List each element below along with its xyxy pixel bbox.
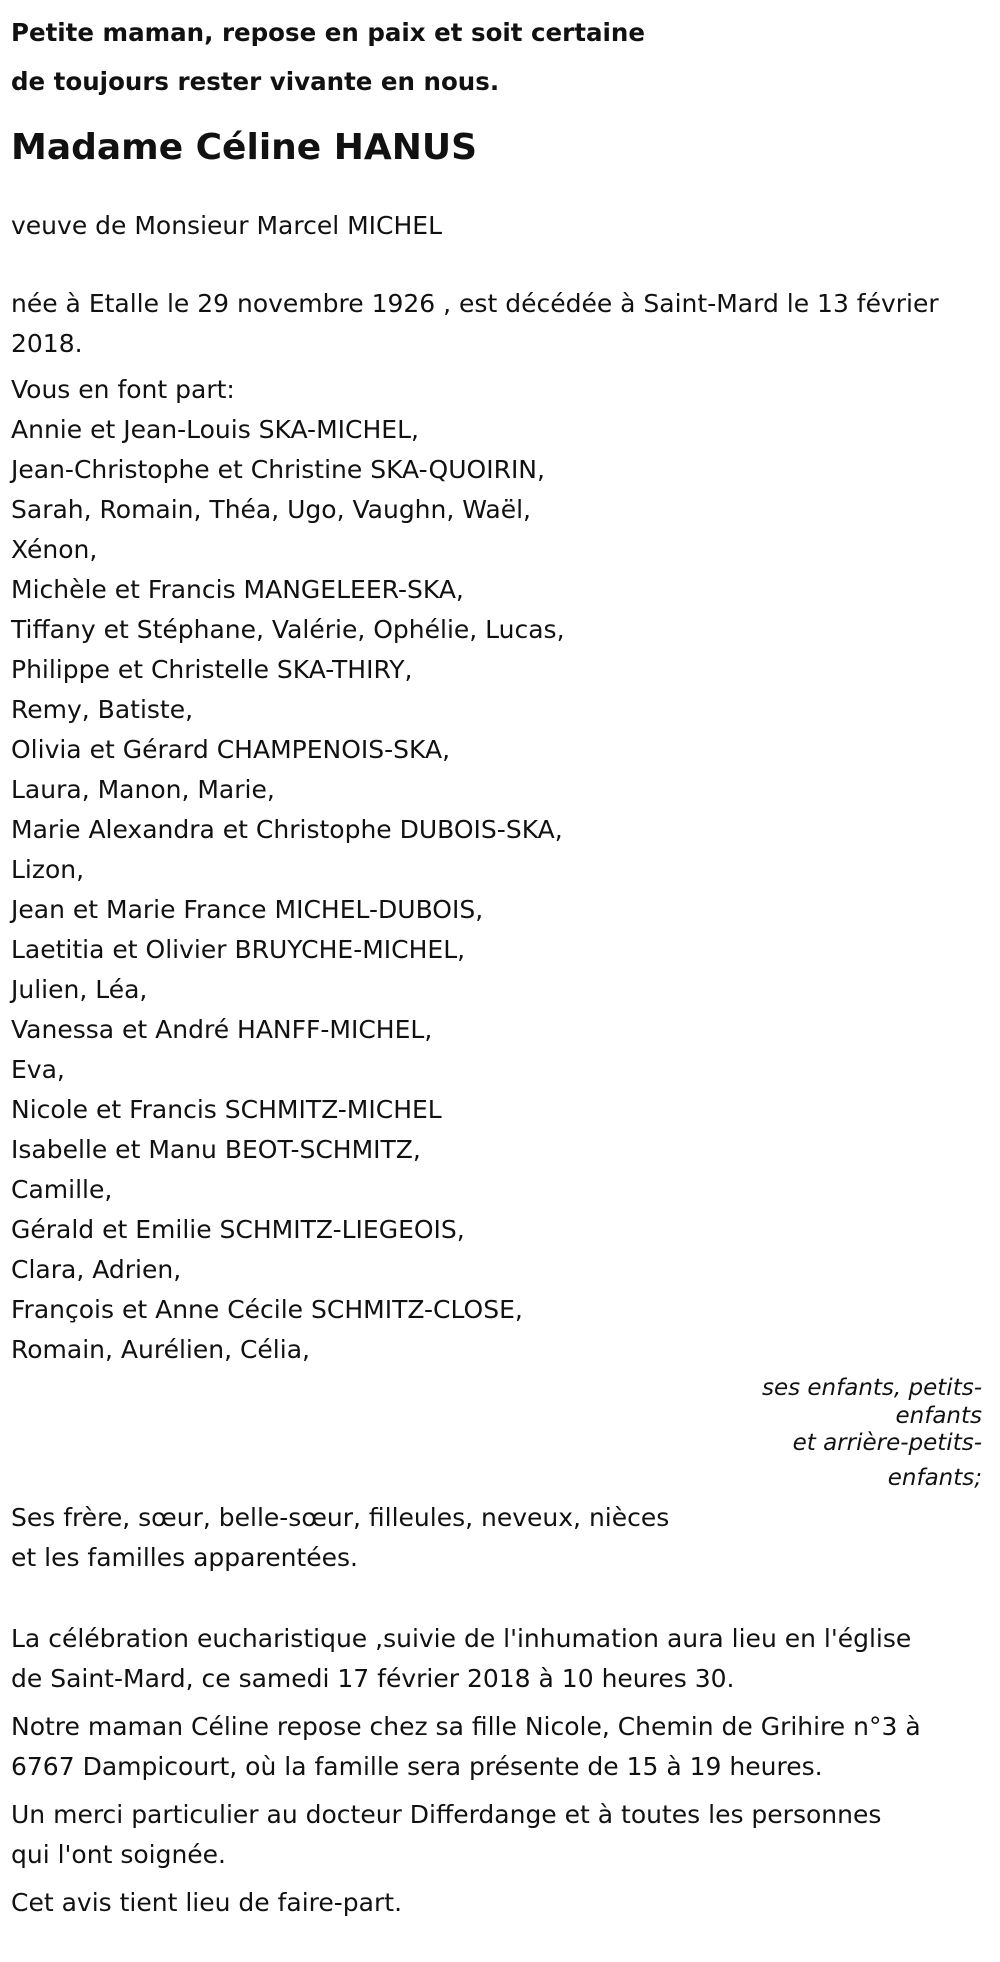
family-member: Clara, Adrien, [11, 1255, 182, 1284]
family-member: Romain, Aurélien, Célia, [11, 1335, 310, 1364]
epigraph [11, 8, 988, 106]
visitation-line-2: 6767 Dampicourt, où la famille sera présente de 15 à 19 heures. [11, 1752, 823, 1781]
relation-line-4: enfants; [887, 1465, 982, 1491]
family-member: Jean-Christophe et Christine SKA-QUOIRIN, [11, 455, 545, 484]
family-member: Olivia et Gérard CHAMPENOIS-SKA, [11, 735, 451, 764]
epigraph-line-1: Petite maman, repose en paix et soit certaine [11, 18, 645, 47]
visitation-info [11, 1707, 988, 1787]
relation-line-1: ses enfants, petits- [761, 1375, 982, 1401]
widow-of: veuve de Monsieur Marcel MICHEL [11, 211, 443, 240]
family-member: Remy, Batiste, [11, 695, 194, 724]
family-list [11, 410, 988, 1370]
family-member: Michèle et Francis MANGELEER-SKA, [11, 575, 464, 604]
relation-note [752, 1374, 982, 1498]
family-member: Laura, Manon, Marie, [11, 775, 275, 804]
family-member: Isabelle et Manu BEOT-SCHMITZ, [11, 1135, 421, 1164]
epigraph-line-2: de toujours rester vivante en nous. [11, 67, 500, 96]
family-member: Gérald et Emilie SCHMITZ-LIEGEOIS, [11, 1215, 465, 1244]
family-member: Jean et Marie France MICHEL-DUBOIS, [11, 895, 484, 924]
family-member: Tiffany et Stéphane, Valérie, Ophélie, Lucas, [11, 615, 565, 644]
family-member: Philippe et Christelle SKA-THIRY, [11, 655, 413, 684]
family-member: Nicole et Francis SCHMITZ-MICHEL [11, 1095, 442, 1124]
family-member: Sarah, Romain, Théa, Ugo, Vaughn, Waël, [11, 495, 531, 524]
relation-line-2: enfants [895, 1403, 982, 1429]
family-member: Xénon, [11, 535, 98, 564]
family-member: Vanessa et André HANFF-MICHEL, [11, 1015, 433, 1044]
family-member: Annie et Jean-Louis SKA-MICHEL, [11, 415, 419, 444]
thanks-note [11, 1795, 988, 1875]
other-relatives-line-2: et les familles apparentées. [11, 1543, 358, 1572]
birth-death-line-2: 2018. [11, 329, 83, 358]
visitation-line-1: Notre maman Céline repose chez sa fille Nicole, Chemin de Grihire n°3 à [11, 1712, 921, 1741]
announce-intro: Vous en font part: [11, 375, 235, 404]
birth-death-line-1: née à Etalle le 29 novembre 1926 , est décédée à Saint-Mard le 13 février [11, 289, 939, 318]
relation-line-3: et arrière-petits- [792, 1430, 982, 1456]
birth-death-info [11, 284, 988, 364]
other-relatives-line-1: Ses frère, sœur, belle-sœur, filleules, neveux, nièces [11, 1503, 670, 1532]
other-relatives [11, 1498, 988, 1578]
family-member: Lizon, [11, 855, 85, 884]
family-member: Camille, [11, 1175, 113, 1204]
family-member: Laetitia et Olivier BRUYCHE-MICHEL, [11, 935, 466, 964]
family-member: Eva, [11, 1055, 65, 1084]
closing-note: Cet avis tient lieu de faire-part. [11, 1888, 403, 1917]
family-member: François et Anne Cécile SCHMITZ-CLOSE, [11, 1295, 523, 1324]
ceremony-line-2: de Saint-Mard, ce samedi 17 février 2018 à 10 heures 30. [11, 1664, 735, 1693]
deceased-name: Madame Céline HANUS [11, 127, 478, 168]
family-member: Marie Alexandra et Christophe DUBOIS-SKA, [11, 815, 563, 844]
thanks-line-1: Un merci particulier au docteur Differdange et à toutes les personnes [11, 1800, 882, 1829]
thanks-line-2: qui l'ont soignée. [11, 1840, 227, 1869]
family-member: Julien, Léa, [11, 975, 148, 1004]
ceremony-line-1: La célébration eucharistique ,suivie de l'inhumation aura lieu en l'église [11, 1624, 912, 1653]
ceremony-info [11, 1619, 988, 1699]
